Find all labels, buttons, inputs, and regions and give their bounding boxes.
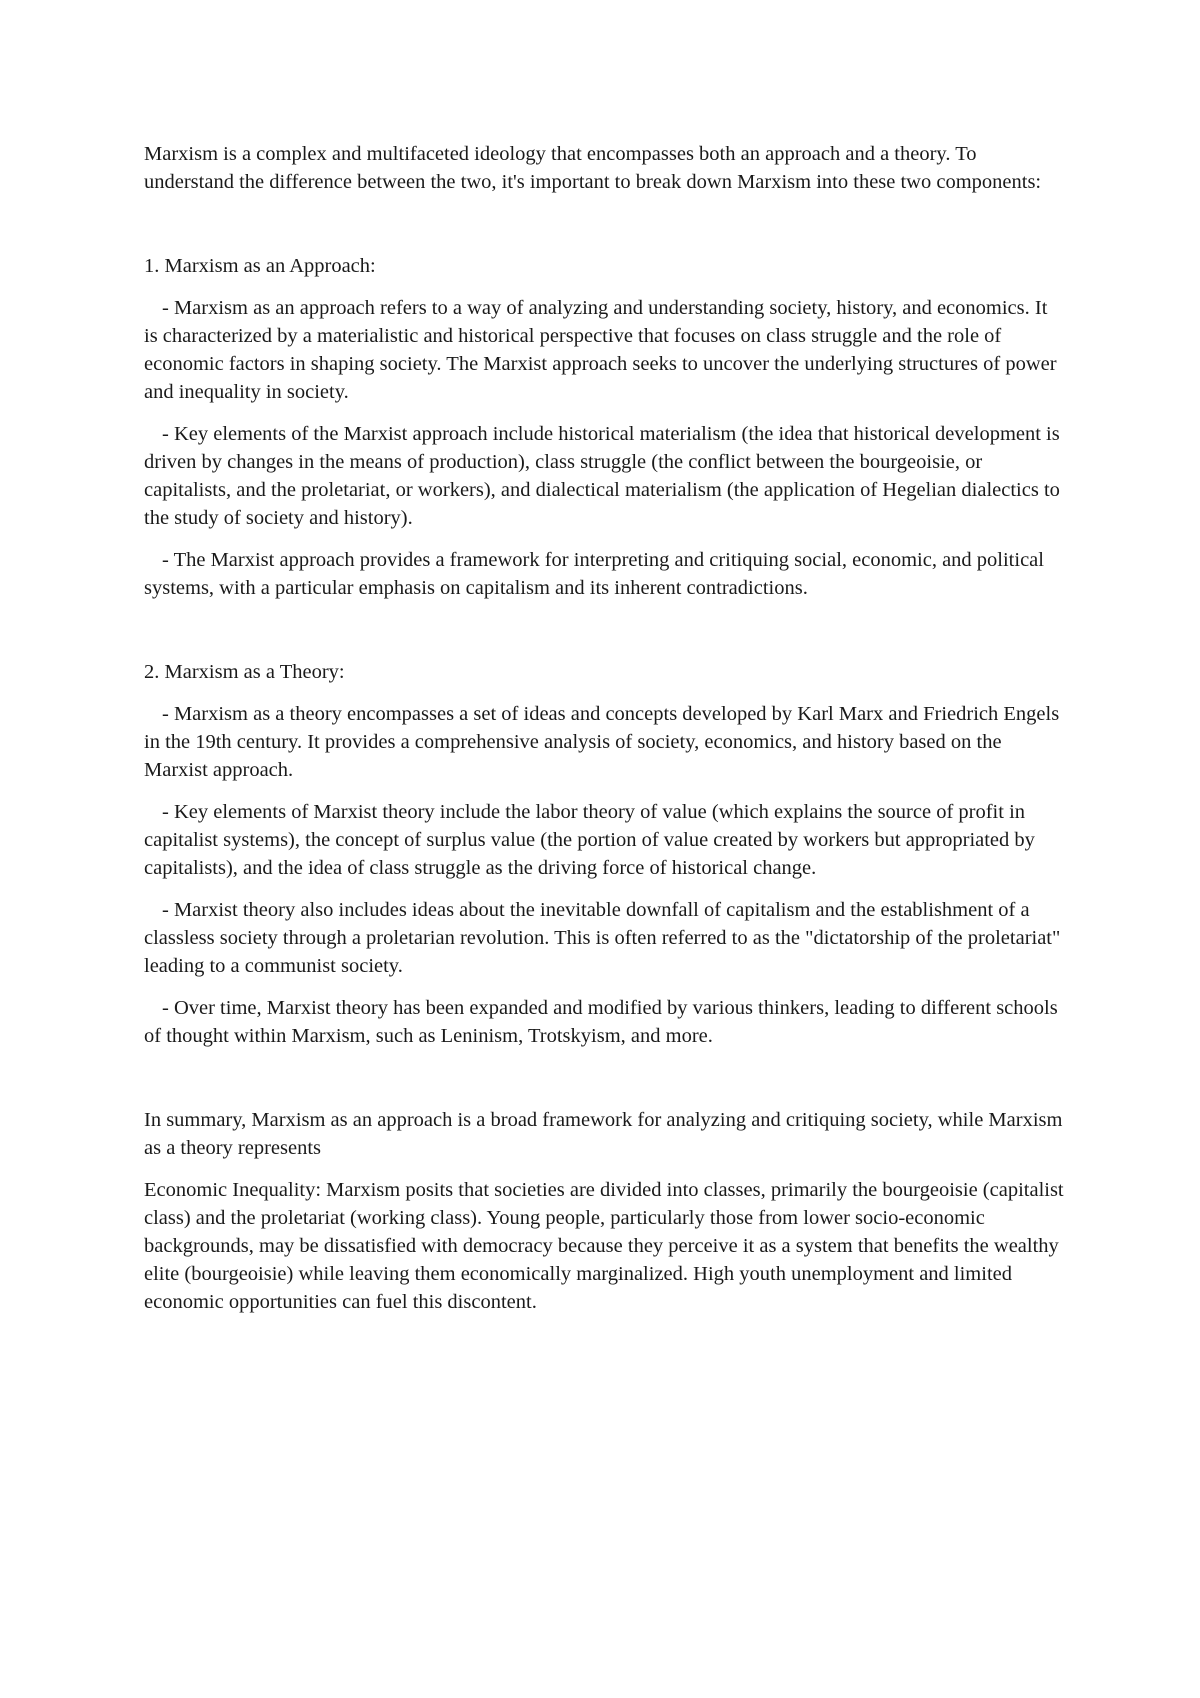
bullet-paragraph: [144, 294, 1064, 406]
bullet-paragraph: [144, 546, 1064, 602]
section-approach: [144, 252, 1064, 602]
bullet-paragraph: [144, 420, 1064, 532]
bullet-text: - Marxist theory also includes ideas about the inevitable downfall of capitalism and the establishment of a classless society through a proletarian revolution. This is often referred to as the "dictatorship of the proletariat" leading to a communist society.: [144, 899, 1061, 977]
bullet-text: - The Marxist approach provides a framework for interpreting and critiquing social, economic, and political systems, with a particular emphasis on capitalism and its inherent contradictions.: [144, 549, 1044, 599]
intro-paragraph: Marxism is a complex and multifaceted ideology that encompasses both an approach and a theory. To understand the difference between the two, it's important to break down Marxism into these two components:: [144, 143, 1042, 193]
bullet-text: - Marxism as a theory encompasses a set of ideas and concepts developed by Karl Marx and Friedrich Engels in the 19th century. It provides a comprehensive analysis of society, economics, and history based on the Marxist approach.: [144, 703, 1060, 781]
section-heading: 2. Marxism as a Theory:: [144, 661, 345, 683]
bullet-paragraph: [144, 896, 1064, 980]
bullet-paragraph: [144, 798, 1064, 882]
bullet-text: - Marxism as an approach refers to a way of analyzing and understanding society, history, and economics. It is characterized by a materialistic and historical perspective that focuses on class struggle and the role of economic factors in shaping society. The Marxist approach seeks to uncover the underlying structures of power and inequality in society.: [144, 297, 1057, 403]
bullet-text: - Key elements of Marxist theory include the labor theory of value (which explains the source of profit in capitalist systems), the concept of surplus value (the portion of value created by workers but appropriated by capitalists), and the idea of class struggle as the driving force of historical change.: [144, 801, 1035, 879]
summary-paragraph: In summary, Marxism as an approach is a broad framework for analyzing and critiquing society, while Marxism as a theory represents: [144, 1109, 1063, 1159]
inequality-paragraph: Economic Inequality: Marxism posits that societies are divided into classes, primarily the bourgeoisie (capitalist class) and the proletariat (working class). Young people, particularly those from lower socio-economic backgrounds, may be dissatisfied with democracy because they perceive it as a system that benefits the wealthy elite (bourgeoisie) while leaving them economically marginalized. High youth unemployment and limited economic opportunities can fuel this discontent.: [144, 1179, 1064, 1313]
section-heading: 1. Marxism as an Approach:: [144, 255, 376, 277]
document-body: [144, 140, 1064, 1316]
bullet-text: - Key elements of the Marxist approach include historical materialism (the idea that historical development is driven by changes in the means of production), class struggle (the conflict between the bourgeoisie, or capitalists, and the proletariat, or workers), and dialectical materialism (the application of Hegelian dialectics to the study of society and history).: [144, 423, 1060, 529]
bullet-paragraph: [144, 700, 1064, 784]
bullet-paragraph: [144, 994, 1064, 1050]
section-theory: [144, 658, 1064, 1050]
bullet-text: - Over time, Marxist theory has been expanded and modified by various thinkers, leading to different schools of thought within Marxism, such as Leninism, Trotskyism, and more.: [144, 997, 1058, 1047]
